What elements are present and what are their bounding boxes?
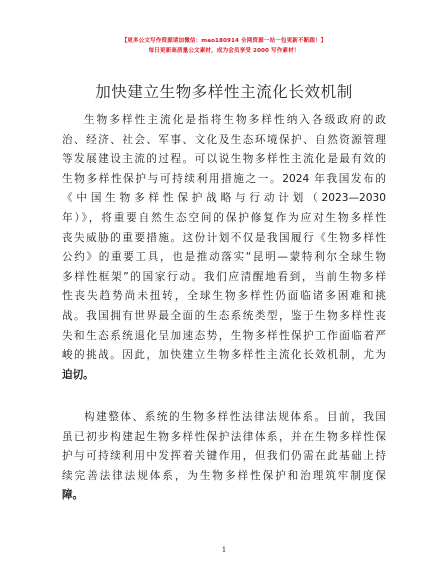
paragraph-line: 虽已初步构建起生物多样性保护法律体系，并在生物多样性保 [62,430,386,443]
paragraph-line: 迫切。 [62,368,94,381]
paragraph-line: 战。我国拥有世界最全面的生态系统类型，鉴于生物多样性丧 [62,309,386,322]
paragraph-line: 障。 [62,489,84,502]
paragraph-line: 失和生态系统退化呈加速态势，生物多样性保护工作面临着严 [62,329,386,342]
paragraph-line: 年）》，将重要自然生态空间的保护修复作为应对生物多样性 [62,211,386,224]
paragraph-1 [62,111,386,385]
header-promo-line-1: 【更多公文写作资源请加微信：mao180914 全网资源一站一包更新不断跟！】 [121,38,327,44]
document-title: 加快建立生物多样性主流化长效机制 [95,83,353,101]
paragraph-line: 《中国生物多样性保护战略与行动计划（2023—2030 [62,192,386,205]
paragraph-line: 丧失威胁的重要措施。这份计划不仅是我国履行《生物多样性 [62,231,386,244]
paragraph-line: 等发展建设主流的过程。可以说生物多样性主流化是最有效的 [62,153,386,166]
paragraph-line: 构建整体、系统的生物多样性法律法规体系。目前，我国 [84,411,386,423]
page-number: 1 [221,545,227,554]
paragraph-line: 护与可持续利用中发挥着关键作用，但我们仍需在此基础上持 [62,450,386,463]
paragraph-line: 生物多样性保护与可持续利用措施之一。2024 年我国发布的 [62,172,386,185]
header-promo-line-2: 每日更新高质量公文素材，成为会员享受 2000 写作素材！ [148,48,300,54]
paragraph-line: 性丧失趋势尚未扭转，全球生物多样性仍面临诸多困难和挑 [62,290,386,303]
paragraph-2 [62,408,386,506]
paragraph-line: 多样性框架”的国家行动。我们应清醒地看到，当前生物多样 [62,270,386,283]
paragraph-line: 公约》的重要工具，也是推动落实“昆明—蒙特利尔全球生物 [62,251,386,264]
paragraph-line: 续完善法律法规体系，为生物多样性保护和治理筑牢制度保 [62,469,386,482]
paragraph-line: 生物多样性主流化是指将生物多样性纳入各级政府的政 [84,114,386,126]
paragraph-line: 峻的挑战。因此，加快建立生物多样性主流化长效机制，尤为 [62,349,386,362]
paragraph-line: 治、经济、社会、军事、文化及生态环境保护、自然资源管理 [62,133,386,146]
